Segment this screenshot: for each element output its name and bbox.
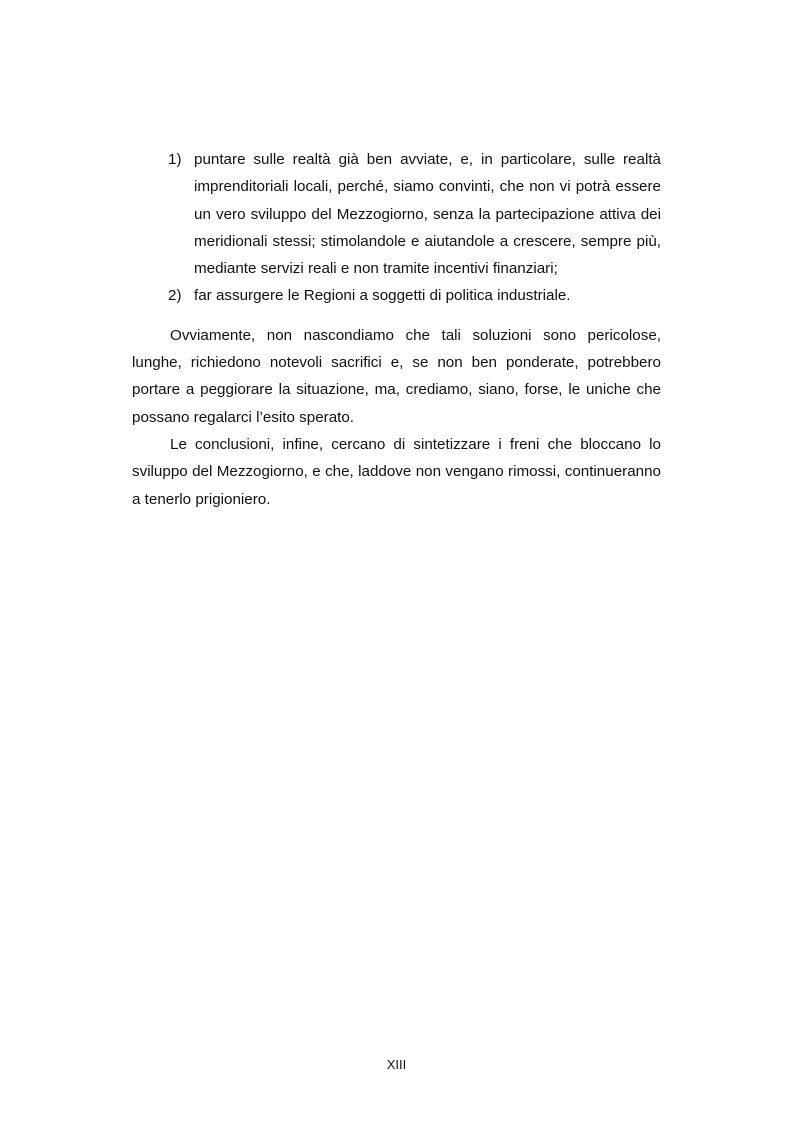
body-paragraph: Le conclusioni, infine, cercano di sintetizzare i freni che bloccano lo sviluppo del Mezzogiorno, e che, laddove non vengano rimossi, continueranno a tenerlo prigioniero. <box>132 435 661 508</box>
body-paragraph: Ovviamente, non nascondiamo che tali soluzioni sono pericolose, lunghe, richiedono notevoli sacrifici e, se non ben ponderate, potrebbero portare a peggiorare la situazione, ma, crediamo, siano, forse, le uniche che possano regalarci l’esito sperato. <box>132 326 661 426</box>
numbered-list <box>132 146 661 310</box>
list-item <box>132 282 661 309</box>
list-item-text: far assurgere le Regioni a soggetti di politica industriale. <box>194 287 571 305</box>
page-content <box>132 146 661 513</box>
list-item <box>132 146 661 282</box>
list-item-number: 2) <box>168 287 182 305</box>
page-number: XIII <box>386 1057 407 1072</box>
list-item-number: 1) <box>168 151 182 168</box>
list-item-text: puntare sulle realtà già ben avviate, e, in particolare, sulle realtà imprenditoriali locali, perché, siamo convinti, che non vi potrà essere un vero sviluppo del Mezzogiorno, senza la partecipazione attiva dei meridionali stessi; stimolandole e aiutandole a crescere, sempre più, mediante servizi reali e non tramite incentivi finanziari; <box>194 151 661 278</box>
